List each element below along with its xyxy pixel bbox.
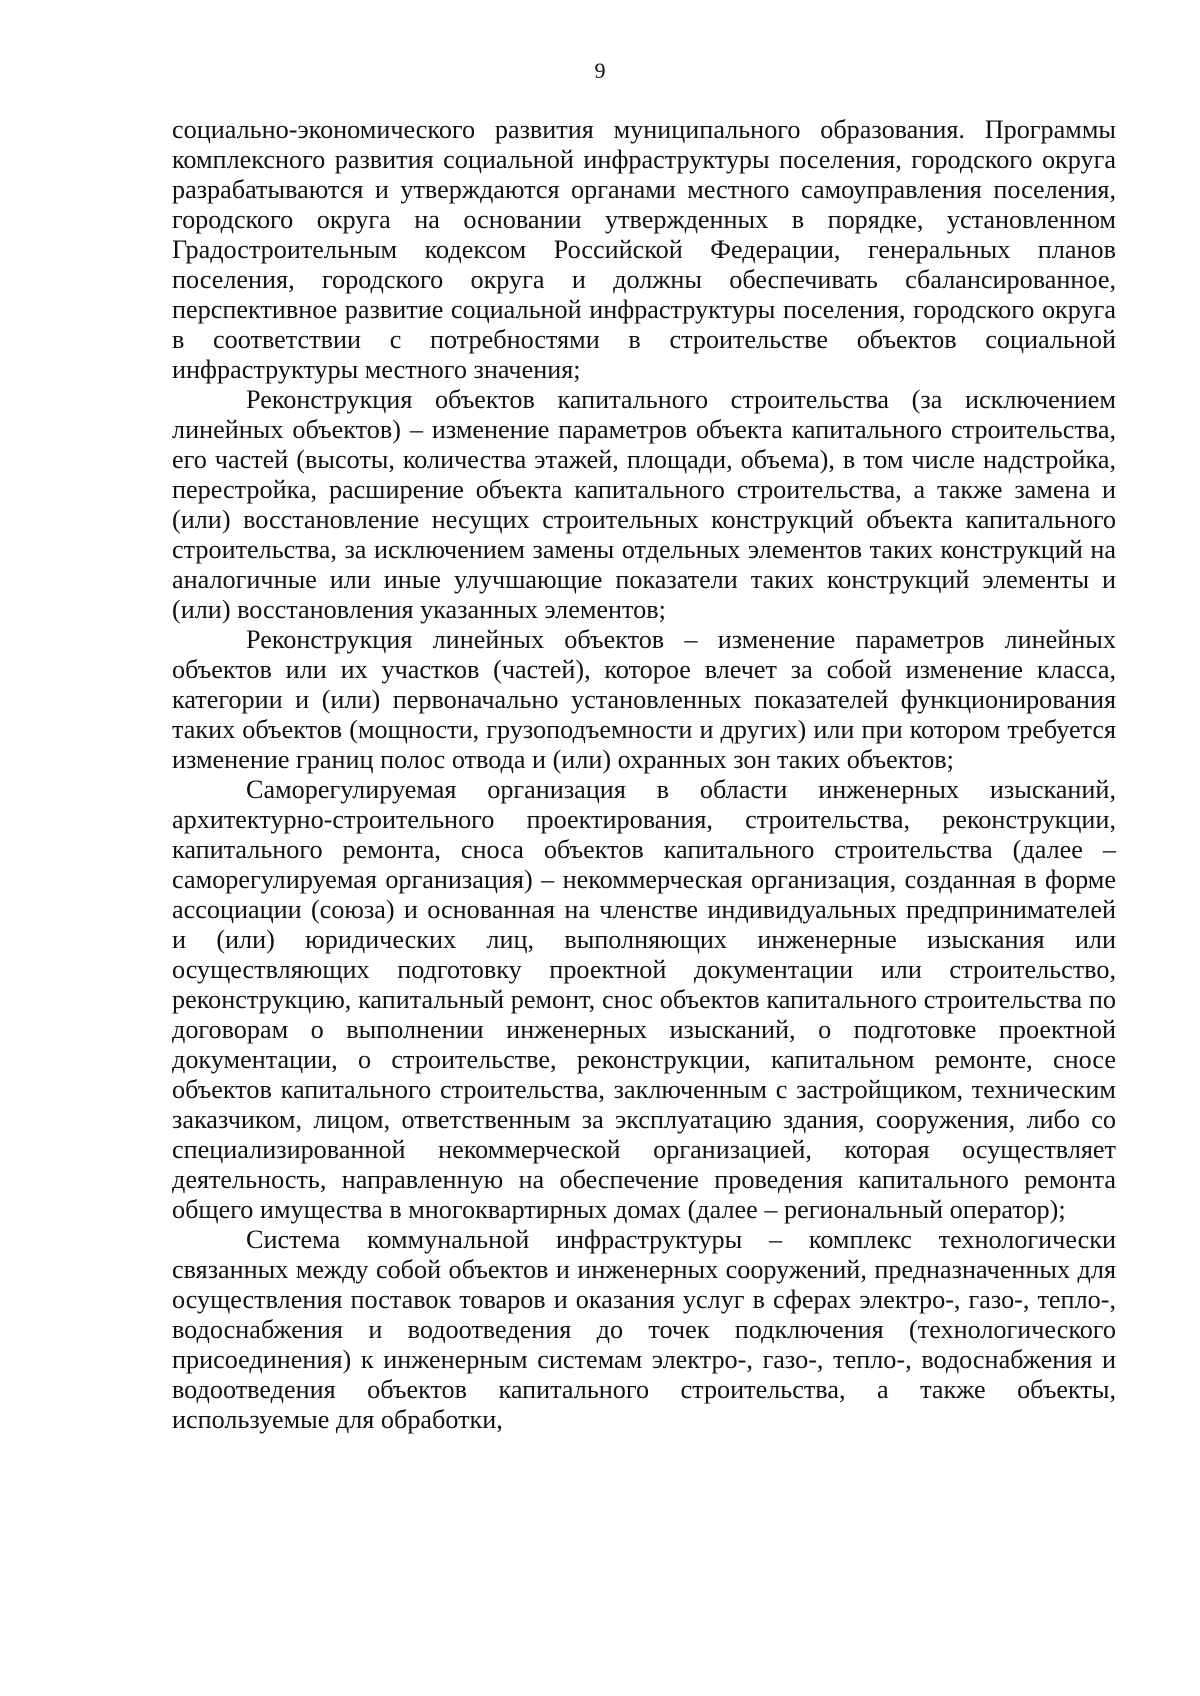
paragraph-reconstruction-linear-objects: Реконструкция линейных объектов – изменение параметров линейных объектов или их участков (частей), которое влечет за собой изменение класса, категории и (или) первоначально установленных показателей функционирования таких объектов (мощности, грузоподъемности и других) или при котором требуется изменение границ полос отвода и (или) охранных зон таких объектов; bbox=[172, 625, 1116, 774]
page-number: 9 bbox=[594, 58, 606, 83]
paragraph-self-regulatory-organization: Саморегулируемая организация в области инженерных изысканий, архитектурно-строительного проектирования, строительства, реконструкции, капитального ремонта, сноса объектов капитального строительства (далее – саморегулируемая организация) – некоммерческая организация, созданная в форме ассоциации (союза) и основанная на членстве индивидуальных предпринимателей и (или) юридических лиц, выполняющих инженерные изыскания или осуществляющих подготовку проектной документации или строительство, реконструкцию, капитальный ремонт, снос объектов капитального строительства по договорам о выполнении инженерных изысканий, о подготовке проектной документации, о строительстве, реконструкции, капитальном ремонте, сносе объектов капитального строительства, заключенным с застройщиком, техническим заказчиком, лицом, ответственным за эксплуатацию здания, сооружения, либо со специализированной некоммерческой организацией, которая осуществляет деятельность, направленную на обеспечение проведения капитального ремонта общего имущества в многоквартирных домах (далее – региональный оператор); bbox=[172, 775, 1116, 1224]
paragraph-reconstruction-capital-objects: Реконструкция объектов капитального строительства (за исключением линейных объектов) – изменение параметров объекта капитального строительства, его частей (высоты, количества этажей, площади, объема), в том числе надстройка, перестройка, расширение объекта капитального строительства, а также замена и (или) восстановление несущих строительных конструкций объекта капитального строительства, за исключением замены отдельных элементов таких конструкций на аналогичные или иные улучшающие показатели таких конструкций элементы и (или) восстановления указанных элементов; bbox=[172, 385, 1116, 624]
body-text bbox=[172, 115, 1116, 1435]
paragraph-infrastructure-programs: социально-экономического развития муниципального образования. Программы комплексного развития социальной инфраструктуры поселения, городского округа разрабатываются и утверждаются органами местного самоуправления поселения, городского округа на основании утвержденных в порядке, установленном Градостроительным кодексом Российской Федерации, генеральных планов поселения, городского округа и должны обеспечивать сбалансированное, перспективное развитие социальной инфраструктуры поселения, городского округа в соответствии с потребностями в строительстве объектов социальной инфраструктуры местного значения; bbox=[172, 115, 1116, 384]
paragraph-communal-infrastructure-system: Система коммунальной инфраструктуры – комплекс технологически связанных между собой объектов и инженерных сооружений, предназначенных для осуществления поставок товаров и оказания услуг в сферах электро-, газо-, тепло-, водоснабжения и водоотведения до точек подключения (технологического присоединения) к инженерным системам электро-, газо-, тепло-, водоснабжения и водоотведения объектов капитального строительства, а также объекты, используемые для обработки, bbox=[172, 1225, 1116, 1434]
